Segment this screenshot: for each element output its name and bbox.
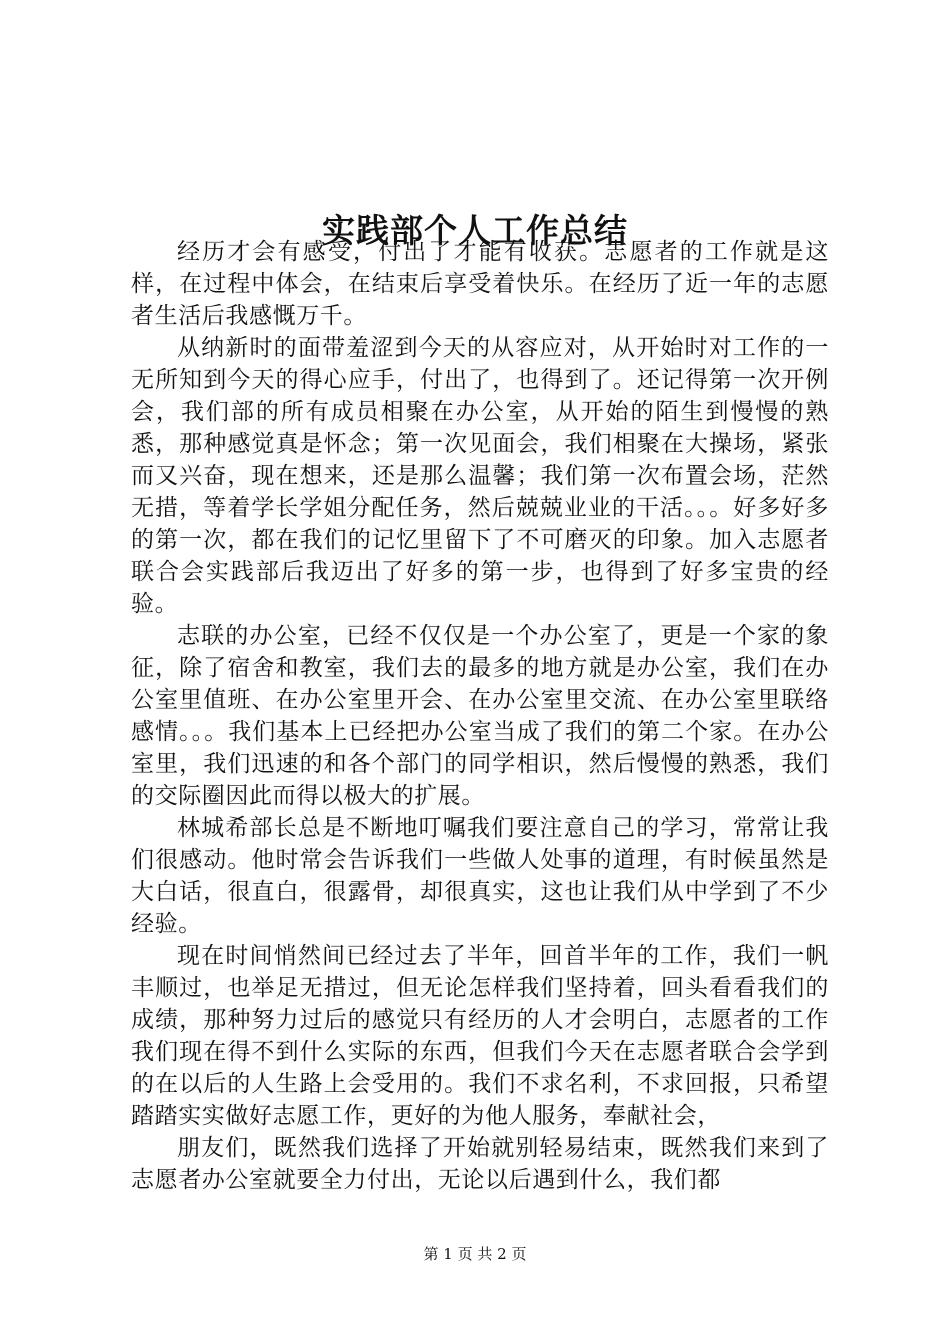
document-title: 实践部个人工作总结	[322, 211, 628, 251]
body-paragraph: 林城希部长总是不断地叮嘱我们要注意自己的学习，常常让我们很感动。他时常会告诉我们一些做人处事的道理，有时候虽然是大白话，很直白，很露骨，却很真实，这也让我们从中学到了不少经验。	[131, 815, 829, 937]
body-paragraph: 志联的办公室，已经不仅仅是一个办公室了，更是一个家的象征，除了宿舍和教室，我们去的最多的地方就是办公室，我们在办公室里值班、在办公室里开会、在办公室里交流、在办公室里联络感情。。。我们基本上已经把办公室当成了我们的第二个家。在办公室里，我们迅速的和各个部门的同学相识，然后慢慢的熟悉，我们的交际圈因此而得以极大的扩展。	[131, 623, 829, 809]
page-number-footer: 第 1 页 共 2 页	[423, 1245, 527, 1263]
body-paragraph: 从纳新时的面带羞涩到今天的从容应对，从开始时对工作的一无所知到今天的得心应手，付出了，也得到了。还记得第一次开例会，我们部的所有成员相聚在办公室，从开始的陌生到慢慢的熟悉，那种感觉真是怀念；第一次见面会，我们相聚在大操场，紧张而又兴奋，现在想来，还是那么温馨；我们第一次布置会场，茫然无措，等着学长学姐分配任务，然后兢兢业业的干活。。。好多好多的第一次，都在我们的记忆里留下了不可磨灭的印象。加入志愿者联合会实践部后我迈出了好多的第一步，也得到了好多宝贵的经验。	[131, 335, 829, 617]
document-body	[131, 236, 829, 1196]
body-paragraph: 现在时间悄然间已经过去了半年，回首半年的工作，我们一帆丰顺过，也举足无措过，但无论怎样我们坚持着，回头看看我们的成绩，那种努力过后的感觉只有经历的人才会明白，志愿者的工作我们现在得不到什么实际的东西，但我们今天在志愿者联合会学到的在以后的人生路上会受用的。我们不求名利，不求回报，只希望踏踏实实做好志愿工作，更好的为他人服务，奉献社会，	[131, 943, 829, 1129]
body-paragraph: 朋友们，既然我们选择了开始就别轻易结束，既然我们来到了志愿者办公室就要全力付出，无论以后遇到什么，我们都	[131, 1135, 829, 1193]
body-paragraph: 经历才会有感受，付出了才能有收获。志愿者的工作就是这样，在过程中体会，在结束后享受着快乐。在经历了近一年的志愿者生活后我感慨万千。	[131, 239, 829, 329]
